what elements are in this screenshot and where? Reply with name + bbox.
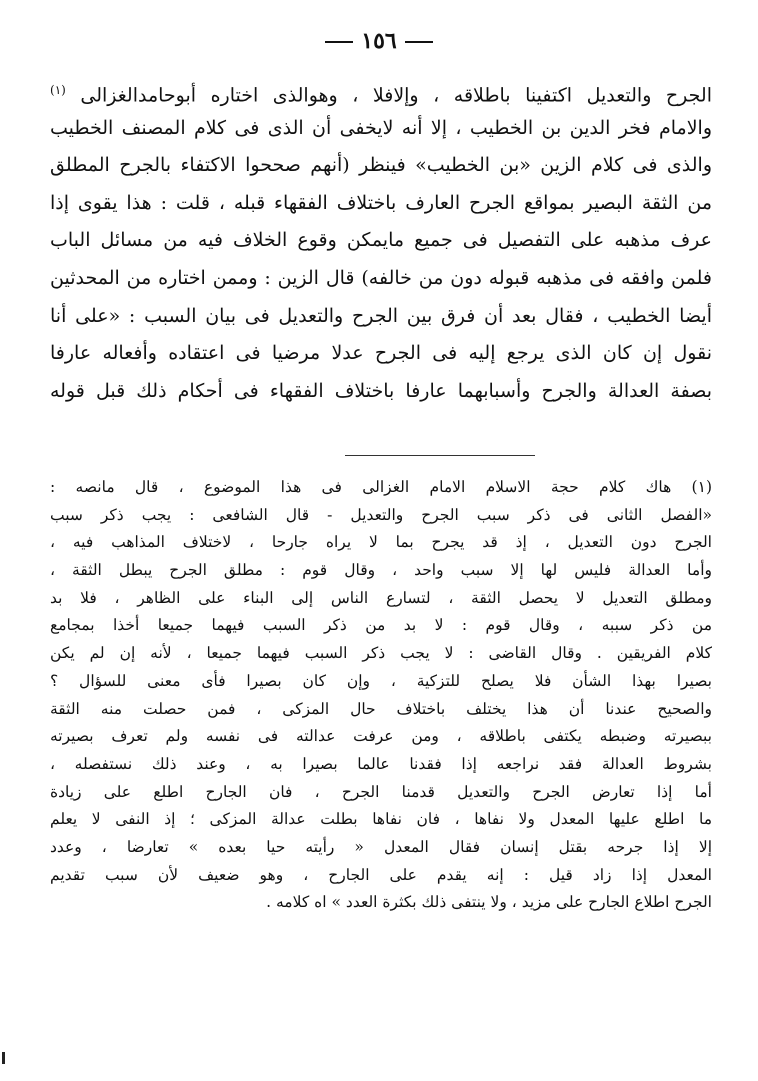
footnote-line: والصحيح عندنا أن هذا يختلف باختلاف حال المزكى ، فمن حصلت منه الثقة — [50, 699, 712, 718]
footnote-line: ومطلق التعديل لا يحصل الثقة ، لتسارع الناس إلى البناء على الظاهر ، فلا بد — [50, 588, 712, 607]
page-number — [0, 28, 758, 54]
footnote-line: أما إذا تعارض الجرح والتعديل قدمنا الجرح ، فان الجارح اطلع على زيادة — [50, 782, 712, 801]
footnote-line: بصيرا بهذا الشأن فلا يصلح للتزكية ، وإن كان بصيرا فأى معنى للسؤال ؟ — [50, 671, 712, 690]
footnote-line: الجرح دون التعديل ، إذ قد يجرح بما لا يراه جارحا ، لاختلاف المذاهب فيه ، — [50, 533, 712, 552]
footnote-line: (١) هاك كلام حجة الاسلام الامام الغزالى فى هذا الموضوع ، قال مانصه : — [50, 478, 712, 496]
main-text-line: الجرح والتعديل اكتفينا باطلاقه ، وإلافلا ، وهوالذى اختاره أبوحامدالغزالى $^{(١)}$ — [50, 83, 712, 107]
main-text-line: عرف مذهبه على التفصيل فى جميع مايمكن وقوع الخلاف فيه من مسائل الباب — [50, 229, 712, 252]
footnote-line: إلا إذا جرحه بقتل إنسان فقال المعدل « رأيته حيا بعده » تعارضا ، وعدد — [50, 837, 712, 856]
footnote-line: وأما العدالة فليس لها إلا سبب واحد ، وقال قوم : مطلق الجرح يبطل الثقة ، — [50, 561, 712, 580]
footnote-line: «الفصل الثانى فى ذكر سبب الجرح والتعديل - قال الشافعى : يجب ذكر سبب — [50, 505, 712, 524]
footnote-line: ما اطلع عليها المعدل ولا نفاها ، فان نفاها بطلت عدالة المزكى ؛ إذ النفى لا يعلم — [50, 810, 712, 829]
main-body-text — [50, 72, 712, 410]
main-text-line: من الثقة البصير بمواقع الجرح العارف باختلاف الفقهاء قبله ، قلت : هذا يقوى إذا — [50, 191, 712, 214]
footnote-separator — [345, 455, 535, 456]
main-text-line: فلمن وافقه فى مذهبه قبوله دون من خالفه) قال الزين : وممن اختاره من المحدثين — [50, 266, 712, 289]
footnote-line: بشروط العدالة فقد نراجعه إذا فقدنا عالما بصيرا به ، وعند ذلك نستفصله ، — [50, 754, 712, 773]
main-text-line: نقول إن كان الذى يرجع إليه فى الجرح عدلا مرضيا فى اعتقاده وأفعاله عارفا — [50, 342, 712, 365]
scan-edge-mark — [2, 1052, 5, 1064]
footnote-line: كلام الفريقين . وقال القاضى : لا يجب ذكر السبب فيهما جميعا ، لأنه إن لم يكن — [50, 644, 712, 663]
footnote-text — [50, 474, 712, 917]
footnote-line: الجرح اطلاع الجارح على مزيد ، ولا ينتفى ذلك بكثرة العدد » اه كلامه . — [266, 893, 712, 912]
page-number-value: ١٥٦ — [361, 28, 397, 54]
main-text-line: أيضا الخطيب ، فقال بعد أن فرق بين الجرح والتعديل فى بيان السبب : «على أنا — [50, 304, 712, 327]
main-text-line: بصفة العدالة والجرح وأسبابهما عارفا باختلاف الفقهاء فى أحكام ذلك قبل قوله — [50, 379, 712, 402]
footnote-reference: (١) — [50, 83, 66, 97]
main-text-line: والامام فخر الدين بن الخطيب ، إلا أنه لايخفى أن الذى فى كلام المصنف الخطيب — [50, 116, 712, 139]
main-text-line: والذى فى كلام الزين «بن الخطيب» فينظر (أنهم صححوا الاكتفاء بالجرح المطلق — [50, 154, 712, 177]
footnote-line: من ذكر سببه ، وقال قوم : لا بد من ذكر السبب فيهما جميعا أخذا بمجامع — [50, 616, 712, 635]
footnote-line: ببصيرته وضبطه يكتفى باطلاقه ، ومن عرفت عدالته فى نفسه ولم تعرف بصيرته — [50, 727, 712, 746]
page-number-dash-left — [325, 41, 353, 43]
footnote-line: المعدل إذا زاد قيل : إنه يقدم على الجارح ، وهو ضعيف لأن سبب تقديم — [50, 865, 712, 884]
page-number-dash-right — [405, 41, 433, 43]
